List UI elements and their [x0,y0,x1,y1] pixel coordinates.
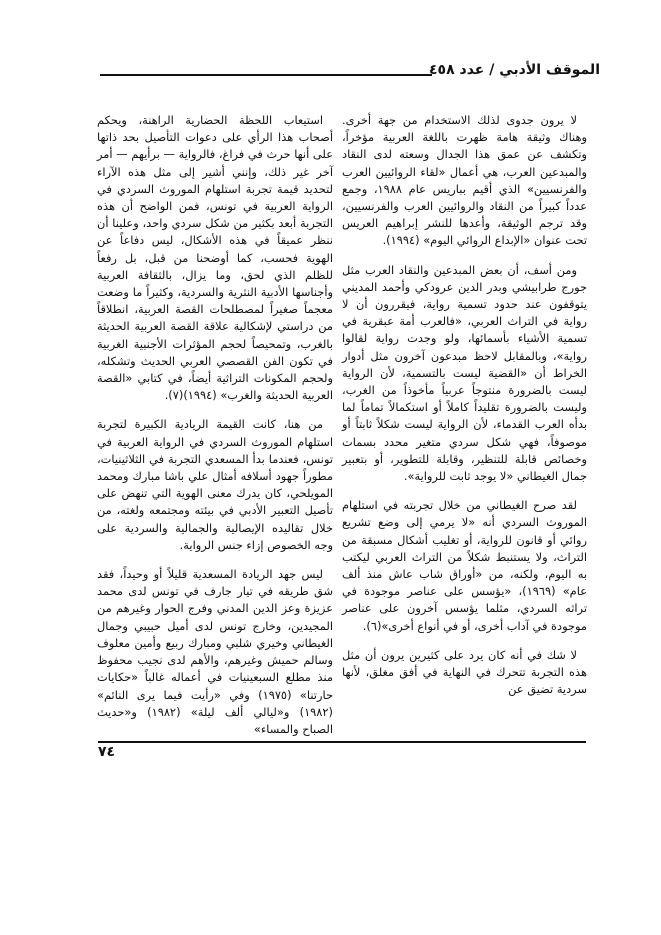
right-column [342,112,587,704]
paragraph: استيعاب اللحظة الحضارية الراهنة، ويحكم أصحاب هذا الرأي على دعوات التأصيل بحد ذاتها على أنها حرث في فراغ، فالرواية — برأيهم — أمر آخر غير ذلك، وإنني أشير إلى مثل هذه الآراء لتحديد قيمة تجربة استلهام الموروث السردي في الرواية العربية في تونس، فمن الواضح أن هذه التجربة أبعد بكثير من شكل سردي واحد، وعلينا أن ننظر عميقاً في هذه الأشكال، ليس دفاعاً عن الهوية فحسب، كما أوضحنا من قبل، بل رفعاً للظلم الذي لحق، وما يزال، بالثقافة العربية وأجناسها الأدبية النثرية والسردية، وكثيراً ما وضعت معجماً صغيراً لمصطلحات القصة العربية، انطلاقاً من دراستي لإشكالية علاقة القصة العربية الحديثة بالغرب، وتمحيصاً لحجم المؤثرات الأجنبية الغربية في تكون الفن القصصي العربي الحديث وتشكله، ولحجم المكونات التراثية أيضاً، في كتابي «القصة العربية الحديثة والغرب» (١٩٩٤)(٧). [97,113,333,403]
paragraph: لا يرون جدوى لذلك الاستخدام من جهة أخرى. وهناك وثيقة هامة ظهرت باللغة العربية مؤخراً، وتكشف عن عمق هذا الجدال وسعته لدى النقاد والمبدعين العرب، هي أعمال «لقاء الروائيين العرب والفرنسيين» الذي أقيم بباريس عام ١٩٨٨، وجمع عدداً كبيراً من النقاد والروائيين العرب والفرنسيين، وقد ترجم الوثيقة، وأعدها للنشر إبراهيم العريس تحت عنوان «الإبداع الروائي اليوم» (١٩٩٤). [342,113,587,248]
journal-title: الموقف الأدبي / عدد ٤٥٨ [429,62,600,78]
paragraph: لقد صرح الغيطاني من خلال تجربته في استلهام الموروث السردي أنه «لا يرمي إلى وضع تشريع روائي أو قانون للرواية، أو تغليب أشكال مسبقة من التراث، ولا يستنبط شكلاً من التراث العربي ليكتب به اليوم، ولكنه، من «أوراق شاب عاش منذ ألف عام» (١٩٦٩)، «يؤسس على عناصر موجودة في تراثه السردي، مثلما يؤسس آخرون على عناصر موجودة في آداب أخرى، أو في أنواع أخرى»(٦). [342,498,587,633]
footer-rule [98,741,586,743]
paragraph: من هنا، كانت القيمة الريادية الكبيرة لتجربة استلهام الموروث السردي في الرواية العربية في تونس، فعندما بدأ المسعدي التجربة في الثلاثينيات، مطوراً جهود أسلافه أمثال علي باشا مبارك ومحمد المويلحي، كان يدرك معنى الهوية التي تنهض على تأصيل التعبير الأدبي في بيئته ومجتمعه ولغته، من خلال تقاليده الإيصالية والجمالية والسردية على وجه الخصوص إزاء جنس الرواية. [97,417,333,552]
paragraph: ومن أسف، أن بعض المبدعين والنقاد العرب مثل جورج طرابيشي وبدر الدين عرودكي وأحمد المديني يتوقفون عند حدود تسمية رواية، فيقررون أن لا رواية في التراث العربي، «فالعرب أمة عبقرية في تسمية الأشياء بأسمائها، ولو وجدت رواية لقالوا رواية»، وبالمقابل لاحظ مبدعون آخرون مثل أدوار الخراط أن «القضية ليست بالتسمية، لأن الرواية ليست بالضرورة منتوجاً عربياً مأخوذاً من الغرب، وليست بالضرورة تقليداً كاملاً أو استكمالاً تماماً لما بدأه العرب القدماء، لأن الرواية ليست شكلاً ثابتاً أو موصوفاً، فهي شكل سردي متغير محدد بسمات وخصائص قابلة للتنظير، وقابلة للتطوير، أو بتعبير جمال الغيطاني «لا يوجد ثابت للرواية». [342,262,587,484]
paragraph: ليس جهد الريادة المسعدية قليلاً أو وحيداً، فقد شق طريقه في تيار جارف في تونس لدى محمد عزيزة وعز الدين المدني وفرج الحوار وغيرهم من المجيدين، وخارج تونس لدى أميل حبيبي وجمال الغيطاني وخيري شلبي ومبارك ربيع وأمين معلوف وسالم حميش وغيرهم، والأهم لدى نجيب محفوظ منذ مطلع السبعينيات في أعماله غالباً «حكايات حارتنا» (١٩٧٥) وفي «رأيت فيما يرى النائم» (١٩٨٢) و«ليالي ألف ليلة» (١٩٨٢) و«حديث الصباح والمساء» [97,567,333,736]
left-column [97,112,333,743]
paragraph: لا شك في أنه كان يرد على كثيرين يرون أن مثل هذه التجربة تتحرك في النهاية في أفق مغلق، لأنها سردية تضيق عن [342,647,587,697]
page-number: ٧٤ [98,744,116,760]
page-header [100,60,600,86]
header-rule [100,74,432,76]
